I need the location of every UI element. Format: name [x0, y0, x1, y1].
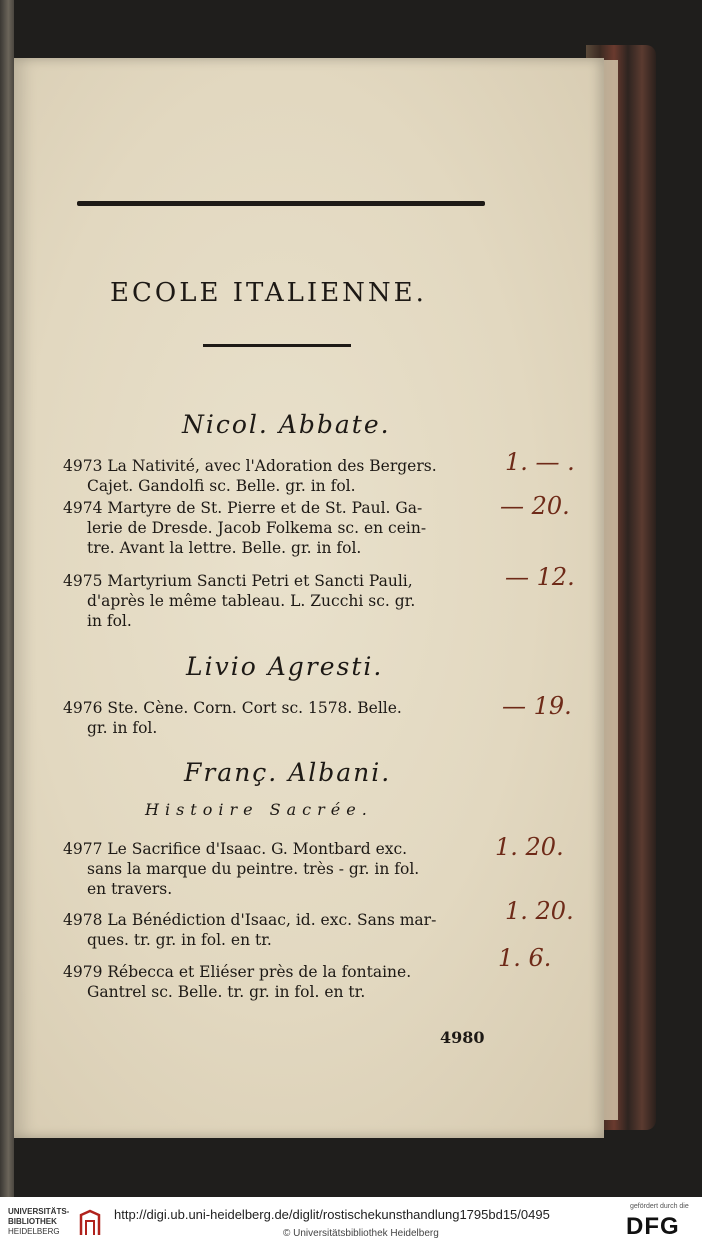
- artist-heading: Franç. Albani.: [184, 758, 392, 787]
- library-name: [8, 1207, 69, 1237]
- funding-note: gefördert durch die: [630, 1203, 689, 1210]
- library-name-line: HEIDELBERG: [8, 1227, 60, 1236]
- entry-line: sans la marque du peintre. très - gr. in fol.: [87, 860, 420, 878]
- entry-line: 4974 Martyre de St. Pierre et de St. Paul. Ga-: [63, 499, 423, 517]
- catalog-entry: [63, 910, 503, 950]
- entry-line: Gantrel sc. Belle. tr. gr. in fol. en tr.: [87, 983, 366, 1001]
- library-name-line: BIBLIOTHEK: [8, 1217, 57, 1226]
- price-annotation: 1. 20.: [505, 897, 574, 925]
- price-annotation: 1. — .: [505, 448, 575, 476]
- entry-line: lerie de Dresde. Jacob Folkema sc. en cein-: [87, 519, 427, 537]
- catchword: 4980: [440, 1028, 485, 1047]
- entry-line: 4977 Le Sacrifice d'Isaac. G. Montbard exc.: [63, 840, 408, 858]
- entry-line: 4978 La Bénédiction d'Isaac, id. exc. Sans mar-: [63, 911, 437, 929]
- price-annotation: — 12.: [505, 563, 575, 591]
- entry-line: 4976 Ste. Cène. Corn. Cort sc. 1578. Belle.: [63, 699, 402, 717]
- entry-line: Cajet. Gandolfi sc. Belle. gr. in fol.: [87, 477, 356, 495]
- top-rule: [77, 201, 485, 206]
- entry-line: in fol.: [87, 612, 132, 630]
- catalog-entry: [63, 456, 503, 496]
- entry-line: d'après le même tableau. L. Zucchi sc. gr.: [87, 592, 416, 610]
- dfg-logo[interactable]: DFG: [626, 1213, 680, 1240]
- catalog-entry: [63, 498, 503, 558]
- entry-line: 4979 Rébecca et Eliéser près de la fontaine.: [63, 963, 412, 981]
- price-annotation: — 19.: [502, 692, 572, 720]
- artist-heading: Livio Agresti.: [186, 652, 384, 681]
- entry-line: ques. tr. gr. in fol. en tr.: [87, 931, 272, 949]
- document-url-link[interactable]: http://digi.ub.uni-heidelberg.de/diglit/rostischekunsthandlung1795bd15/0495: [114, 1207, 550, 1222]
- viewer-footer: [0, 1197, 702, 1247]
- price-annotation: 1. 6.: [498, 944, 552, 972]
- library-logo[interactable]: [8, 1205, 108, 1239]
- catalog-entry: [63, 571, 503, 631]
- section-heading: ECOLE ITALIENNE.: [110, 278, 427, 308]
- entry-line: en travers.: [87, 880, 173, 898]
- entry-line: 4975 Martyrium Sancti Petri et Sancti Pauli,: [63, 572, 413, 590]
- library-logo-icon: [78, 1209, 102, 1237]
- entry-line: gr. in fol.: [87, 719, 158, 737]
- copyright-notice: © Universitätsbibliothek Heidelberg: [283, 1228, 439, 1239]
- price-annotation: — 20.: [500, 492, 570, 520]
- artist-heading: Nicol. Abbate.: [182, 410, 391, 439]
- entry-line: tre. Avant la lettre. Belle. gr. in fol.: [87, 539, 362, 557]
- catalog-entry: [63, 962, 503, 1002]
- subheading: Histoire Sacrée.: [145, 800, 373, 819]
- catalog-entry: [63, 698, 503, 738]
- catalog-entry: [63, 839, 503, 899]
- book-binding: [0, 0, 14, 1197]
- price-annotation: 1. 20.: [495, 833, 564, 861]
- library-name-line: UNIVERSITÄTS-: [8, 1207, 70, 1216]
- entry-line: 4973 La Nativité, avec l'Adoration des Bergers.: [63, 457, 437, 475]
- heading-rule: [203, 344, 351, 347]
